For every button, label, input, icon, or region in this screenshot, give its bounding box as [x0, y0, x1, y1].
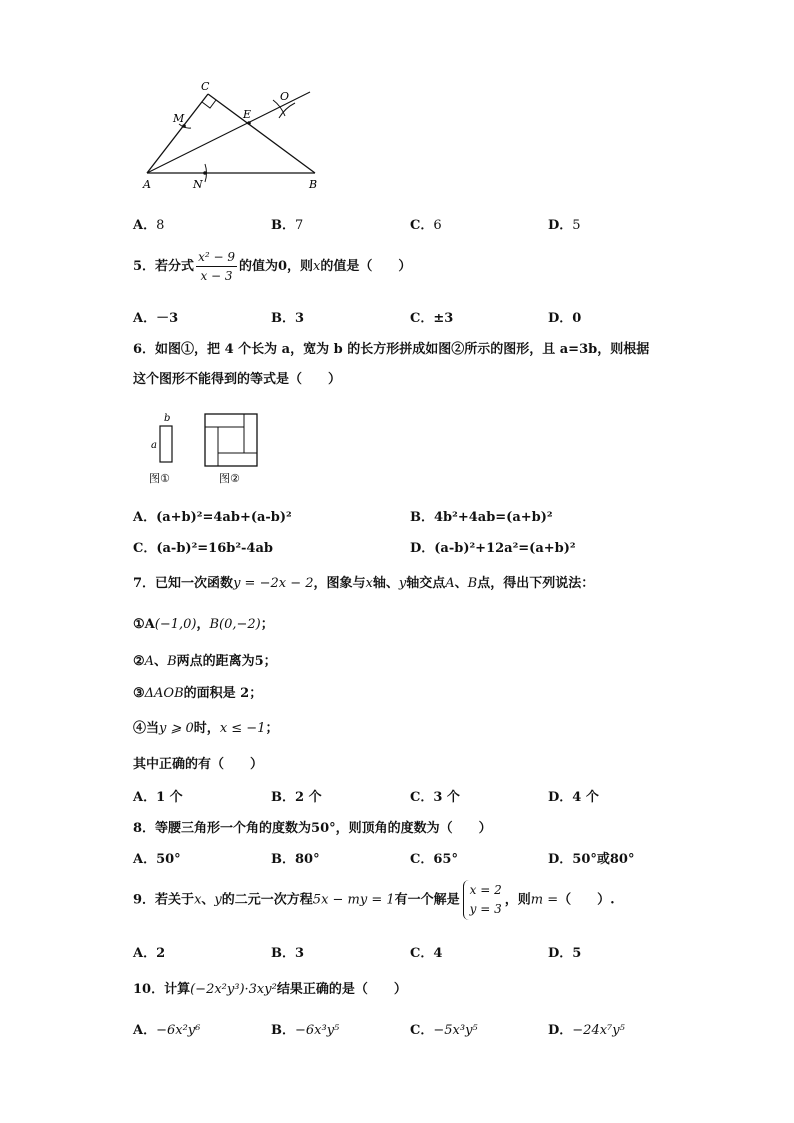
option-label: B．: [271, 311, 295, 326]
option-value: －3: [156, 311, 179, 326]
option-value: 6: [433, 218, 442, 233]
q7-which-text: 其中正确的有（ ）: [133, 757, 264, 772]
statement-math: x ≤ −1: [219, 721, 266, 736]
label-n: N: [193, 178, 203, 191]
option-label: C．: [133, 541, 157, 556]
fig1-caption: 图①: [149, 472, 170, 485]
question-5: [133, 250, 411, 283]
q9-m: m =: [530, 892, 559, 908]
option-value: 5: [572, 946, 582, 961]
statement-text: 两点的距离为5；: [176, 654, 277, 669]
q7-stem: 轴、: [372, 576, 399, 591]
question-number: 6．: [133, 342, 156, 357]
option-value: −24x⁷y⁵: [572, 1023, 625, 1038]
q5-option-b[interactable]: [271, 307, 304, 326]
q10-text: 结果正确的是（ ）: [276, 982, 407, 997]
statement-math: A: [144, 654, 155, 669]
q8-option-b[interactable]: [271, 848, 320, 867]
option-value: 7: [295, 218, 304, 233]
q8-option-c[interactable]: [410, 848, 458, 867]
option-value: ±3: [433, 311, 454, 326]
q9-option-b[interactable]: [271, 942, 304, 961]
solution-line: x = 2: [469, 883, 502, 897]
q9-text: 、: [201, 892, 215, 908]
option-label: B．: [271, 852, 295, 867]
question-number: 8．: [133, 821, 156, 836]
option-label: C．: [410, 790, 434, 805]
option-label: A．: [133, 946, 157, 961]
statement-text: 的面积是 2；: [183, 686, 263, 701]
fraction-denominator: x − 3: [200, 269, 233, 283]
question-9: [133, 880, 615, 920]
q9-text: （ ）.: [558, 892, 615, 908]
segment-cb: [208, 94, 315, 173]
point-e: [247, 121, 251, 125]
q6-option-c[interactable]: [133, 537, 273, 556]
segment-ac: [147, 94, 208, 173]
fig1-label-b: b: [164, 413, 171, 424]
q10-option-c[interactable]: [410, 1019, 478, 1038]
q10-option-d[interactable]: [548, 1019, 625, 1038]
q4-option-a[interactable]: [133, 214, 164, 233]
q5-text-before: 若分式: [155, 259, 195, 274]
question-number: 9．: [133, 892, 156, 908]
q4-option-d[interactable]: [548, 214, 581, 233]
option-value: 65°: [433, 852, 458, 867]
option-value: 5: [572, 218, 581, 233]
q9-option-a[interactable]: [133, 942, 165, 961]
option-value: 8: [156, 218, 165, 233]
q6-line2: 这个图形不能得到的等式是（ ）: [133, 372, 342, 387]
q9-text: ，则: [504, 892, 531, 908]
q6-option-b[interactable]: [410, 506, 553, 525]
q5-text-after: 的值为0，则: [238, 259, 314, 274]
option-label: A．: [133, 311, 157, 326]
statement-text: 时，: [193, 721, 220, 736]
q7-point-a: A: [445, 576, 455, 591]
ray-ao: [147, 92, 310, 173]
q9-text: 的二元一次方程: [221, 892, 313, 908]
option-label: D．: [548, 311, 573, 326]
option-label: D．: [548, 218, 573, 233]
q9-options: [0, 942, 794, 962]
label-a: A: [143, 178, 151, 191]
solution-line: y = 3: [469, 902, 502, 916]
q9-solution-system: [463, 880, 502, 920]
q7-option-a[interactable]: [133, 786, 183, 805]
q8-option-a[interactable]: [133, 848, 181, 867]
q7-statement-3: [133, 682, 262, 701]
option-label: D．: [548, 852, 573, 867]
q6-options-row2: [0, 537, 794, 557]
q9-option-c[interactable]: [410, 942, 442, 961]
q7-x: x: [365, 576, 373, 591]
q7-point-b: B: [467, 576, 478, 591]
statement-math: B(0,−2): [209, 617, 261, 632]
q4-option-c[interactable]: [410, 214, 442, 233]
q10-option-a[interactable]: [133, 1019, 200, 1038]
option-label: B．: [271, 218, 295, 233]
statement-text: 、: [154, 654, 168, 669]
option-value: (a+b)²=4ab+(a-b)²: [156, 510, 292, 525]
option-value: −6x²y⁶: [156, 1023, 201, 1038]
option-label: A．: [133, 790, 157, 805]
right-angle-mark: [202, 100, 216, 108]
statement-text: ；: [260, 617, 274, 632]
q5-var: x: [313, 259, 321, 274]
statement-math: (−1,0): [154, 617, 197, 632]
arc-near-o-2: [279, 103, 295, 118]
q10-text: 计算: [164, 982, 191, 997]
q9-text: 有一个解是: [394, 892, 460, 908]
fig2-caption: 图②: [219, 472, 240, 485]
q9-option-d[interactable]: [548, 942, 581, 961]
option-label: A．: [133, 510, 157, 525]
q5-option-c[interactable]: [410, 307, 453, 326]
option-label: A．: [133, 218, 157, 233]
q5-text-end: 的值是（ ）: [320, 259, 412, 274]
option-value: 80°: [295, 852, 320, 867]
statement-prefix: ①A: [133, 617, 155, 632]
label-e: E: [243, 108, 252, 121]
q7-option-c[interactable]: [410, 786, 460, 805]
q7-stem: 点，得出下列说法：: [477, 576, 595, 591]
q8-option-d[interactable]: [548, 848, 634, 867]
option-label: D．: [548, 790, 573, 805]
q4-options: [0, 214, 794, 234]
option-value: 1 个: [156, 790, 183, 805]
option-label: C．: [410, 311, 434, 326]
question-6: [133, 338, 649, 357]
q7-stem: 轴交点: [406, 576, 446, 591]
q7-option-b[interactable]: [271, 786, 322, 805]
q9-text: 若关于: [155, 892, 195, 908]
q9-x: x: [194, 892, 202, 908]
q6-options-row1: [0, 506, 794, 526]
q7-option-d[interactable]: [548, 786, 599, 805]
fig1-rectangle: [160, 426, 172, 462]
option-label: B．: [271, 1023, 295, 1038]
q7-sep: 、: [454, 576, 468, 591]
option-label: B．: [271, 790, 295, 805]
rectangles-figure: [145, 408, 265, 488]
q7-statement-4: [133, 717, 278, 736]
q6-line1: 如图①，把 4 个长为 a，宽为 b 的长方形拼成如图②所示的图形，且 a=3b，则根据: [155, 342, 650, 357]
label-m: M: [173, 112, 185, 125]
question-8: [133, 817, 492, 836]
option-value: −6x³y⁵: [295, 1023, 340, 1038]
q7-y: y: [398, 576, 407, 591]
statement-math: ΔAOB: [144, 686, 184, 701]
option-value: 3: [295, 311, 305, 326]
question-number: 7．: [133, 576, 156, 591]
option-value: 3 个: [433, 790, 460, 805]
q9-y: y: [214, 892, 222, 908]
statement-text: ；: [265, 721, 279, 736]
option-value: 2 个: [295, 790, 322, 805]
q7-stem: 已知一次函数: [155, 576, 234, 591]
q6-option-d[interactable]: [410, 537, 576, 556]
q10-expression: (−2x²y³)·3xy²: [190, 982, 277, 997]
statement-math: y ⩾ 0: [159, 721, 194, 736]
option-value: (a-b)²=16b²-4ab: [156, 541, 273, 556]
question-number: 5．: [133, 259, 156, 274]
q10-option-b[interactable]: [271, 1019, 339, 1038]
option-value: 50°: [156, 852, 181, 867]
option-label: C．: [410, 1023, 434, 1038]
option-value: −5x³y⁵: [433, 1023, 478, 1038]
q8-text: 等腰三角形一个角的度数为50°，则顶角的度数为（ ）: [155, 821, 492, 836]
option-value: 4 个: [572, 790, 599, 805]
option-value: (a-b)²+12a²=(a+b)²: [434, 541, 576, 556]
question-number: 10．: [133, 982, 165, 997]
q8-options: [0, 848, 794, 868]
q6-option-a[interactable]: [133, 506, 292, 525]
q7-stem: ，图象与: [313, 576, 366, 591]
option-label: D．: [548, 1023, 573, 1038]
label-b: B: [309, 178, 318, 191]
point-n: [203, 171, 207, 175]
question-6-line2: [133, 368, 341, 387]
q7-which: [133, 753, 263, 772]
q7-function: y = −2x − 2: [233, 576, 314, 591]
q10-options: [0, 1019, 794, 1039]
question-7: [133, 572, 594, 591]
q7-options: [0, 786, 794, 806]
q4-option-b[interactable]: [271, 214, 303, 233]
statement-prefix: ③: [133, 686, 145, 701]
fig2-square: [205, 414, 257, 466]
question-10: [133, 978, 407, 997]
q5-option-d[interactable]: [548, 307, 581, 326]
statement-math: B: [167, 654, 177, 669]
triangle-figure: [135, 78, 320, 193]
option-value: 50°或80°: [572, 852, 635, 867]
option-label: D．: [410, 541, 435, 556]
q9-equation: 5x − my = 1: [312, 892, 395, 908]
q7-statement-2: [133, 650, 277, 669]
q7-statement-1: [133, 613, 274, 632]
statement-text: ，: [196, 617, 210, 632]
option-label: A．: [133, 1023, 157, 1038]
q5-options: [0, 307, 794, 327]
fig1-label-a: a: [151, 440, 157, 451]
statement-prefix: ④当: [133, 721, 160, 736]
option-label: C．: [410, 218, 434, 233]
option-label: B．: [271, 946, 295, 961]
option-value: 2: [156, 946, 166, 961]
option-label: A．: [133, 852, 157, 867]
fraction-numerator: x² − 9: [196, 250, 237, 267]
q5-option-a[interactable]: [133, 307, 178, 326]
option-value: 4b²+4ab=(a+b)²: [434, 510, 553, 525]
option-label: D．: [548, 946, 573, 961]
option-label: C．: [410, 852, 434, 867]
option-value: 3: [295, 946, 305, 961]
option-label: B．: [410, 510, 434, 525]
statement-prefix: ②: [133, 654, 145, 669]
option-value: 4: [433, 946, 443, 961]
option-value: 0: [572, 311, 582, 326]
option-label: C．: [410, 946, 434, 961]
label-c: C: [201, 80, 210, 93]
q5-fraction: [196, 250, 237, 283]
label-o: O: [280, 90, 290, 103]
